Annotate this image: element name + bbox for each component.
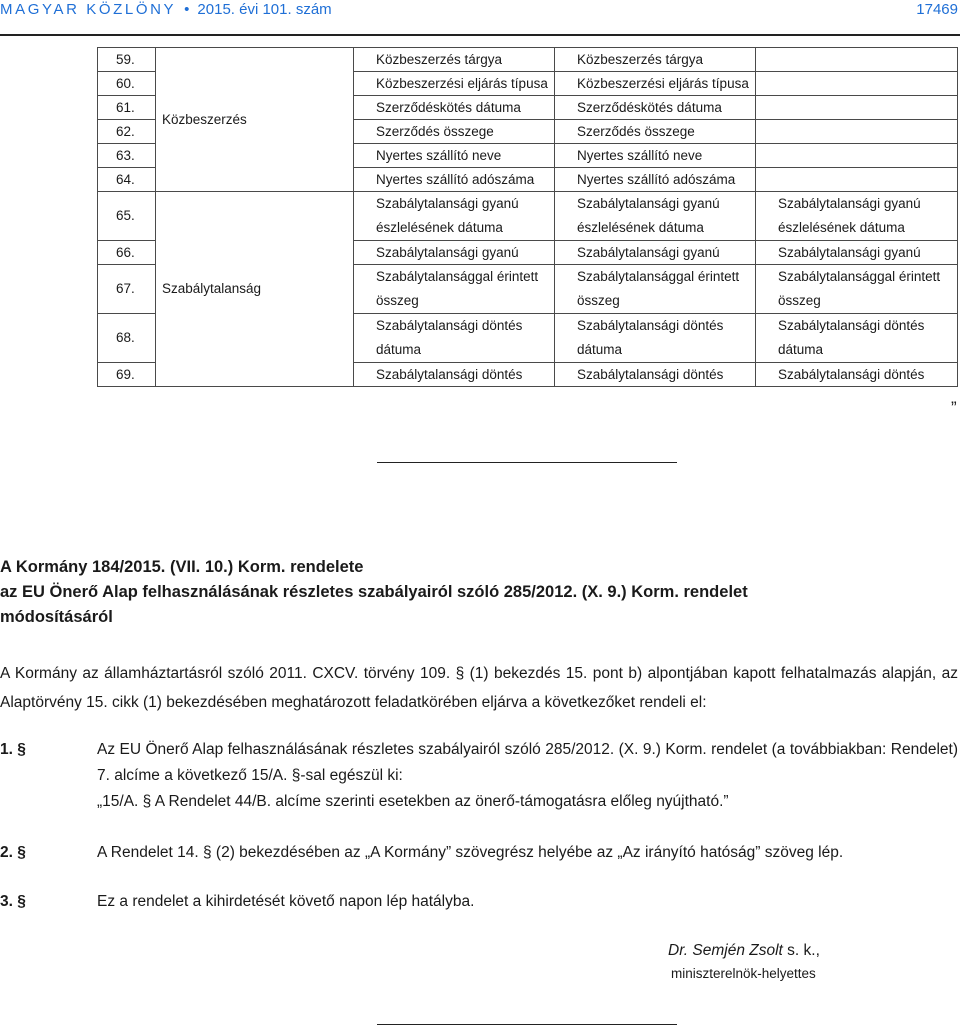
table-cell: Nyertes szállító adószáma xyxy=(555,168,756,192)
table-cell: Közbeszerzés tárgya xyxy=(354,48,555,72)
section-number: 3. § xyxy=(0,893,26,910)
section-number: 1. § xyxy=(0,741,26,758)
decree-preamble: A Kormány az államháztartásról szóló 2011. CXCV. törvény 109. § (1) bekezdés 15. pont b) alpontjában kapott felhatalmazás alapján, az Alaptörvény 15. cikk (1) bekezdésében meghatározott feladatkörében eljárva a következőket rendeli el: xyxy=(0,665,958,711)
table-cell xyxy=(756,168,958,192)
row-number: 63. xyxy=(98,144,156,168)
table-cell: Szabálytalansági döntés xyxy=(756,363,958,387)
table-cell: Szabálytalansággal érintett összeg xyxy=(354,265,555,314)
row-number: 62. xyxy=(98,120,156,144)
table-cell: Szabálytalansági döntés xyxy=(354,363,555,387)
row-number: 68. xyxy=(98,314,156,363)
table-cell: Szerződéskötés dátuma xyxy=(354,96,555,120)
section-1 xyxy=(0,737,958,815)
table-row xyxy=(98,48,958,72)
table-cell: Nyertes szállító neve xyxy=(555,144,756,168)
section-2 xyxy=(0,840,958,866)
table-cell: Szabálytalansági döntés dátuma xyxy=(555,314,756,363)
table-cell xyxy=(756,120,958,144)
section-3 xyxy=(0,889,958,915)
table-cell xyxy=(756,144,958,168)
journal-name: MAGYAR KÖZLÖNY xyxy=(0,1,177,18)
row-number: 69. xyxy=(98,363,156,387)
page-number: 17469 xyxy=(916,1,958,18)
row-number: 61. xyxy=(98,96,156,120)
data-fields-table xyxy=(97,47,958,387)
table-cell: Közbeszerzési eljárás típusa xyxy=(555,72,756,96)
table-cell xyxy=(756,72,958,96)
table-cell: Közbeszerzés tárgya xyxy=(555,48,756,72)
journal-masthead xyxy=(0,1,332,18)
title-line: A Kormány 184/2015. (VII. 10.) Korm. rendelete xyxy=(0,558,364,576)
table-cell: Szabálytalansági döntés dátuma xyxy=(756,314,958,363)
issue-label: 2015. évi 101. szám xyxy=(197,1,332,18)
row-number: 64. xyxy=(98,168,156,192)
section-text: Ez a rendelet a kihirdetését követő napon lép hatályba. xyxy=(97,893,475,910)
table-cell: Szabálytalansággal érintett összeg xyxy=(555,265,756,314)
section-divider xyxy=(377,1024,677,1025)
signer-name: Dr. Semjén Zsolt xyxy=(668,942,783,959)
title-line: az EU Önerő Alap felhasználásának részletes szabályairól szóló 285/2012. (X. 9.) Korm. rendelet xyxy=(0,583,748,601)
table-cell: Szerződés összege xyxy=(354,120,555,144)
row-number: 66. xyxy=(98,241,156,265)
group-cell-public-procurement: Közbeszerzés xyxy=(156,48,354,192)
section-text: A Rendelet 14. § (2) bekezdésében az „A Kormány” szövegrész helyébe az „Az irányító hatóság” szöveg lép. xyxy=(97,844,844,861)
section-text: Az EU Önerő Alap felhasználásának részletes szabályairól szóló 285/2012. (X. 9.) Korm. rendelet (a továbbiakban: Rendelet) 7. alcíme a következő 15/A. §-sal egészül ki: xyxy=(97,741,958,784)
table-cell: Szerződés összege xyxy=(555,120,756,144)
table-cell: Szabálytalansági gyanú xyxy=(555,241,756,265)
section-number: 2. § xyxy=(0,844,26,861)
group-cell-irregularity: Szabálytalanság xyxy=(156,192,354,387)
table-cell: Közbeszerzési eljárás típusa xyxy=(354,72,555,96)
row-number: 67. xyxy=(98,265,156,314)
row-number: 60. xyxy=(98,72,156,96)
section-divider xyxy=(377,462,677,463)
table-cell xyxy=(756,96,958,120)
table-cell: Szabálytalansági gyanú észlelésének dátuma xyxy=(756,192,958,241)
table-cell: Szabálytalansági döntés dátuma xyxy=(354,314,555,363)
table-cell: Szabálytalansági döntés xyxy=(555,363,756,387)
table-row xyxy=(98,192,958,241)
table-cell: Szabálytalansági gyanú xyxy=(354,241,555,265)
table-cell: Nyertes szállító neve xyxy=(354,144,555,168)
table-cell: Nyertes szállító adószáma xyxy=(354,168,555,192)
row-number: 65. xyxy=(98,192,156,241)
table-cell: Szabálytalansági gyanú észlelésének dátuma xyxy=(555,192,756,241)
page-header xyxy=(0,0,960,36)
signature-name xyxy=(668,942,820,960)
table-cell: Szerződéskötés dátuma xyxy=(555,96,756,120)
table-cell: Szabálytalansági gyanú észlelésének dátuma xyxy=(354,192,555,241)
table-cell xyxy=(756,48,958,72)
decree-title xyxy=(0,555,960,630)
signature-role: miniszterelnök-helyettes xyxy=(671,966,816,981)
bullet-separator: • xyxy=(184,1,190,18)
closing-quote-mark: ” xyxy=(951,398,957,417)
row-number: 59. xyxy=(98,48,156,72)
signature-suffix: s. k., xyxy=(782,942,820,959)
table-cell: Szabálytalansággal érintett összeg xyxy=(756,265,958,314)
inserted-provision: „15/A. § A Rendelet 44/B. alcíme szerinti esetekben az önerő-támogatásra előleg nyújtható.” xyxy=(97,793,729,810)
table-cell: Szabálytalansági gyanú xyxy=(756,241,958,265)
title-line: módosításáról xyxy=(0,608,113,626)
